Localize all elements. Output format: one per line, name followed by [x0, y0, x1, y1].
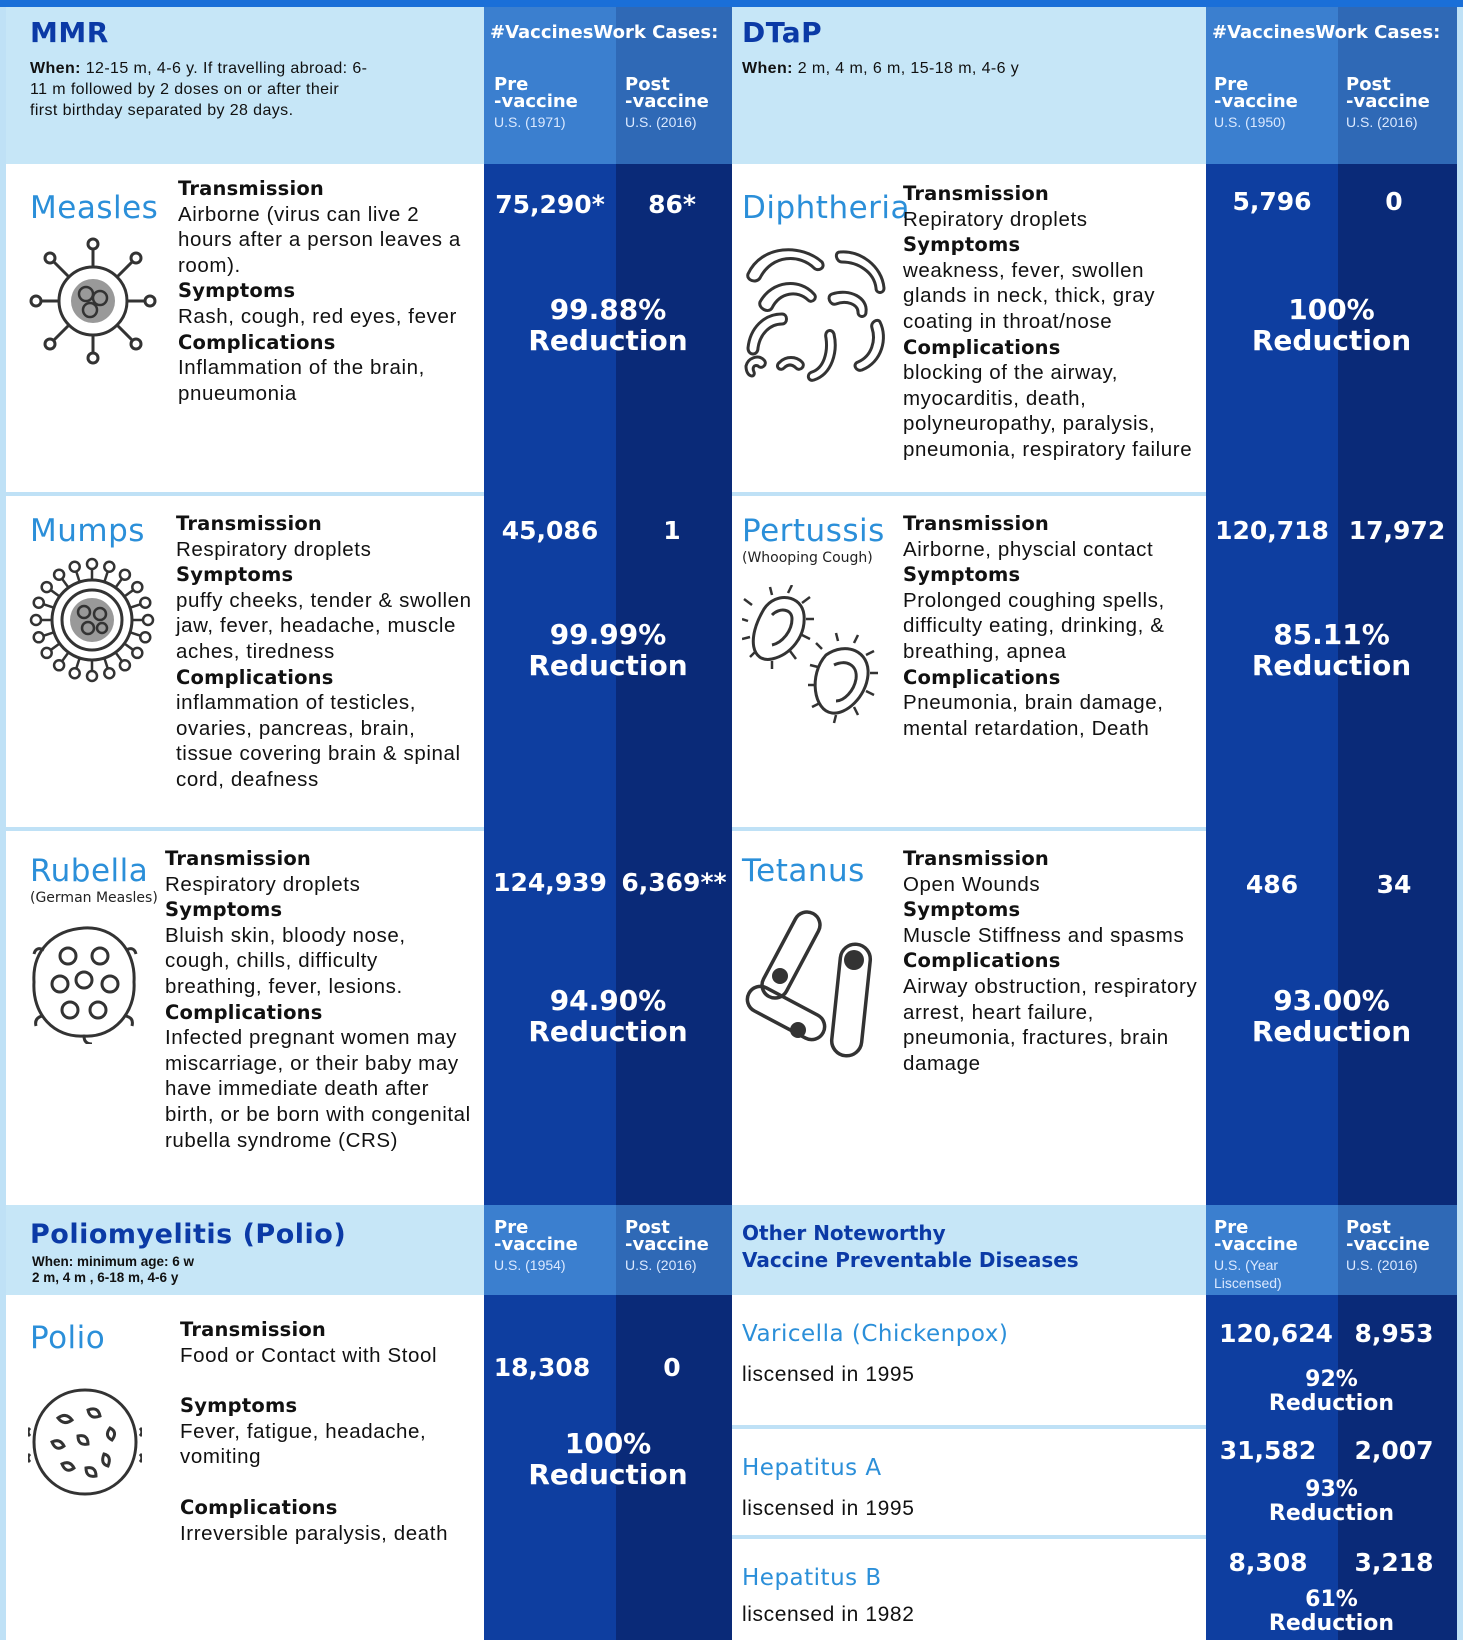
top-accent-bar: [0, 0, 1463, 7]
symptoms-heading: Symptoms: [178, 279, 296, 303]
left-border: [0, 7, 6, 1640]
mumps-spike-tip: [143, 615, 153, 625]
mumps-description: [176, 511, 476, 793]
varicella-name: Varicella (Chickenpox): [742, 1321, 1009, 1347]
other-post-header: [1346, 1219, 1430, 1274]
pre-year: U.S. (1971): [494, 114, 566, 130]
rubella-subname: (German Measles): [30, 890, 158, 906]
symptoms-text: puffy cheeks, tender & swollen jaw, fever, headache, muscle aches, tiredness: [176, 588, 472, 663]
complications-text: Pneumonia, brain damage, mental retardation, Death: [903, 691, 1164, 740]
mmr-pre-header: [494, 76, 578, 131]
tetanus-reduction: [1206, 985, 1457, 1047]
other-pre-header: [1214, 1219, 1334, 1292]
title-line: Vaccine Preventable Diseases: [742, 1248, 1079, 1272]
mumps-spike-tip: [70, 668, 80, 678]
transmission-text: Open Wounds: [903, 872, 1041, 896]
varicella-post-cases: 8,953: [1354, 1319, 1434, 1348]
transmission-text: Airborne (virus can live 2 hours after a person leaves a room).: [178, 202, 461, 277]
symptoms-heading: Symptoms: [903, 563, 1021, 587]
symptoms-text: weakness, fever, swollen glands in neck, thick, gray coating in throat/nose: [903, 258, 1156, 333]
reduction-value: 94.90%: [549, 984, 667, 1017]
when-label: When:: [742, 60, 793, 77]
hepb-pre-cases: 8,308: [1228, 1548, 1308, 1577]
varicella-licensed: liscensed in 1995: [742, 1363, 915, 1386]
hepa-post-cases: 2,007: [1354, 1436, 1434, 1465]
polio-pre-cases: 18,308: [493, 1353, 591, 1382]
when-text: 12-15 m, 4-6 y. If travelling abroad: 6-11 m followed by 2 doses on or after their first birthday separated by 28 days.: [30, 60, 368, 119]
cases-header: #VaccinesWork Cases:: [490, 22, 719, 43]
rubella-description: [165, 846, 475, 1153]
pre-label-2: -vaccine: [1214, 91, 1298, 112]
left-pre-column: [484, 7, 616, 1640]
mumps-spike-tip: [104, 562, 114, 572]
measles-virus-icon: [28, 236, 158, 366]
mumps-post-cases: 1: [663, 516, 681, 545]
complications-text: Irreversible paralysis, death: [180, 1521, 449, 1545]
reduction-value: 85.11%: [1273, 618, 1390, 651]
symptoms-text: Fever, fatigue, headache, vomiting: [180, 1419, 427, 1469]
hepb-post-cases: 3,218: [1354, 1548, 1434, 1577]
mumps-pre-cases: 45,086: [501, 516, 599, 545]
dtap-when: [742, 58, 1182, 79]
post-year: U.S. (2016): [1346, 114, 1418, 130]
post-year: U.S. (2016): [625, 1257, 697, 1273]
measles-pre-cases: 75,290*: [495, 190, 605, 219]
dtap-post-header: [1346, 76, 1430, 131]
symptoms-heading: Symptoms: [903, 898, 1021, 922]
when-label: When:: [30, 60, 81, 77]
post-label: Post: [1346, 74, 1391, 95]
reduction-label: Reduction: [528, 1015, 688, 1048]
post-label: Post: [1346, 1217, 1391, 1238]
reduction-value: 99.99%: [549, 618, 667, 651]
reduction-label: Reduction: [528, 649, 688, 682]
hepa-licensed: liscensed in 1995: [742, 1497, 915, 1520]
complications-heading: Complications: [903, 665, 1061, 689]
diphtheria-description: [903, 181, 1205, 463]
symptoms-heading: Symptoms: [176, 563, 294, 587]
reduction-label: Reduction: [1268, 1391, 1395, 1416]
pertussis-name: Pertussis: [742, 513, 885, 549]
transmission-text: Respiratory droplets: [176, 537, 372, 561]
diphtheria-reduction: [1206, 294, 1457, 356]
dtap-title: DTaP: [742, 16, 823, 49]
when-text: 2 m, 4 m, 6 m, 15-18 m, 4-6 y: [797, 60, 1020, 77]
pre-year: U.S. (1954): [494, 1257, 566, 1273]
mumps-spike-tip: [120, 660, 130, 670]
polio-when: [32, 1254, 194, 1286]
polio-section-title: Poliomyelitis (Polio): [30, 1219, 347, 1250]
mumps-spike-tip: [87, 559, 97, 569]
pertussis-description: [903, 511, 1203, 741]
post-label-2: -vaccine: [1346, 91, 1430, 112]
complications-heading: Complications: [176, 665, 334, 689]
pre-label-2: -vaccine: [1214, 1234, 1298, 1255]
mumps-spike-tip: [34, 598, 44, 608]
polio-reduction: [484, 1428, 732, 1490]
mumps-reduction: [484, 619, 732, 681]
varicella-reduction: [1206, 1368, 1457, 1416]
divider: [732, 827, 1206, 831]
pre-year: U.S. (1950): [1214, 114, 1286, 130]
post-label-2: -vaccine: [625, 91, 709, 112]
mumps-spike-tip: [104, 668, 114, 678]
mmr-when: [30, 58, 370, 121]
transmission-heading: Transmission: [903, 512, 1050, 535]
post-label-2: -vaccine: [1346, 1234, 1430, 1255]
mumps-spike-tip: [42, 582, 52, 592]
pre-label: Pre: [1214, 74, 1249, 95]
diphtheria-pre-cases: 5,796: [1232, 187, 1312, 216]
mumps-spike-tip: [31, 615, 41, 625]
diphtheria-bacteria-icon: [742, 238, 892, 388]
polio-post-header: [625, 1219, 709, 1274]
polio-post-cases: 0: [663, 1353, 681, 1382]
symptoms-heading: Symptoms: [165, 898, 283, 922]
reduction-label: Reduction: [528, 324, 688, 357]
hepa-pre-cases: 31,582: [1219, 1436, 1317, 1465]
complications-text: Airway obstruction, respiratory arrest, heart failure, pneumonia, fractures, brain damage: [903, 974, 1198, 1075]
post-year: U.S. (2016): [625, 114, 697, 130]
pertussis-bacteria-icon: [742, 585, 882, 725]
measles-name: Measles: [30, 190, 159, 226]
complications-text: inflammation of testicles, ovaries, pancreas, brain, tissue covering brain & spinal cord, deafness: [176, 691, 461, 791]
mumps-spike-tip: [42, 648, 52, 658]
mumps-spike-tip: [54, 570, 64, 580]
mumps-spike-tip: [132, 582, 142, 592]
reduction-label: Reduction: [1251, 1015, 1412, 1048]
rubella-virus-icon: [26, 920, 142, 1044]
pre-label-2: -vaccine: [494, 91, 578, 112]
rubella-name: Rubella: [30, 853, 149, 889]
mumps-spike-tip: [87, 671, 97, 681]
mumps-spike-tip: [70, 562, 80, 572]
divider: [6, 827, 484, 831]
divider: [732, 1535, 1206, 1539]
mumps-virus-icon: [28, 556, 156, 684]
reduction-value: 93%: [1305, 1477, 1358, 1502]
mumps-spike-tip: [54, 660, 64, 670]
mmr-post-header: [625, 76, 709, 131]
pertussis-subname: (Whooping Cough): [742, 550, 873, 566]
complications-heading: Complications: [903, 949, 1061, 973]
hepa-reduction: [1206, 1478, 1457, 1526]
mumps-spike-tip: [140, 598, 150, 608]
transmission-text: Repiratory droplets: [903, 207, 1088, 231]
complications-heading: Complications: [903, 335, 1061, 359]
complications-text: Inflammation of the brain, pnueumonia: [178, 356, 425, 405]
complications-heading: Complications: [180, 1495, 338, 1519]
varicella-pre-cases: 120,624: [1219, 1319, 1333, 1348]
reduction-label: Reduction: [528, 1458, 688, 1491]
cases-header: #VaccinesWork Cases:: [1212, 22, 1441, 43]
complications-text: blocking of the airway, myocarditis, death, polyneuropathy, paralysis, pneumonia, respiratory failure: [903, 361, 1193, 461]
pre-year: U.S. (Year Liscensed): [1214, 1257, 1282, 1291]
complications-heading: Complications: [178, 330, 336, 354]
mumps-name: Mumps: [30, 513, 145, 549]
transmission-heading: Transmission: [165, 847, 312, 870]
transmission-heading: Transmission: [176, 512, 323, 535]
hepb-name: Hepatitus B: [742, 1565, 882, 1591]
reduction-value: 100%: [564, 1427, 652, 1460]
rubella-post-cases: 6,369**: [621, 868, 727, 897]
title-line: Other Noteworthy: [742, 1221, 946, 1245]
symptoms-text: Rash, cough, red eyes, fever: [178, 304, 457, 328]
transmission-heading: Transmission: [903, 847, 1050, 870]
other-section-title: [742, 1220, 1079, 1274]
mmr-title: MMR: [30, 16, 109, 49]
polio-pre-header: [494, 1219, 578, 1274]
hepa-name: Hepatitus A: [742, 1455, 882, 1481]
transmission-text: Airborne, physcial contact: [903, 537, 1154, 561]
transmission-heading: Transmission: [180, 1318, 327, 1341]
pre-label: Pre: [494, 1217, 529, 1238]
divider: [732, 1425, 1206, 1429]
when-line: When: minimum age: 6 w: [32, 1254, 195, 1269]
dtap-pre-header: [1214, 76, 1298, 131]
reduction-value: 61%: [1305, 1587, 1358, 1612]
pre-label: Pre: [494, 74, 529, 95]
mumps-spike-tip: [120, 570, 130, 580]
tetanus-description: [903, 846, 1203, 1076]
mumps-spike-tip: [140, 632, 150, 642]
post-label-2: -vaccine: [625, 1234, 709, 1255]
diphtheria-post-cases: 0: [1385, 187, 1403, 216]
tetanus-pre-cases: 486: [1245, 870, 1299, 899]
divider: [732, 492, 1206, 496]
complications-heading: Complications: [165, 1000, 323, 1024]
symptoms-text: Bluish skin, bloody nose, cough, chills, difficulty breathing, fever, lesions.: [165, 923, 406, 998]
reduction-value: 93.00%: [1273, 984, 1390, 1017]
tetanus-bacteria-icon: [742, 902, 882, 1062]
polio-description: [180, 1317, 474, 1546]
pertussis-reduction: [1206, 619, 1457, 681]
polio-name: Polio: [30, 1320, 106, 1356]
transmission-text: Food or Contact with Stool: [180, 1343, 438, 1367]
reduction-value: 99.88%: [549, 293, 667, 326]
pertussis-post-cases: 17,972: [1348, 516, 1446, 545]
pre-label: Pre: [1214, 1217, 1249, 1238]
reduction-label: Reduction: [1268, 1611, 1395, 1636]
polio-virus-icon: [28, 1384, 142, 1500]
pertussis-pre-cases: 120,718: [1215, 516, 1329, 545]
transmission-text: Respiratory droplets: [165, 872, 361, 896]
hepb-reduction: [1206, 1588, 1457, 1636]
post-label: Post: [625, 74, 670, 95]
reduction-label: Reduction: [1251, 649, 1412, 682]
reduction-value: 92%: [1305, 1367, 1358, 1392]
diphtheria-name: Diphtheria: [742, 190, 911, 226]
post-label: Post: [625, 1217, 670, 1238]
symptoms-heading: Symptoms: [180, 1394, 298, 1418]
right-border: [1457, 7, 1463, 1640]
complications-text: Infected pregnant women may miscarriage, or their baby may have immediate death after birth, or be born with congenital rubella syndrome (CRS): [165, 1026, 471, 1152]
symptoms-text: Prolonged coughing spells, difficulty eating, drinking, & breathing, apnea: [903, 588, 1165, 663]
measles-description: [178, 176, 468, 406]
symptoms-heading: Symptoms: [903, 233, 1021, 257]
tetanus-post-cases: 34: [1376, 870, 1412, 899]
post-year: U.S. (2016): [1346, 1257, 1418, 1273]
mumps-spike-tip: [34, 632, 44, 642]
mumps-spike-tip: [132, 648, 142, 658]
reduction-label: Reduction: [1251, 324, 1412, 357]
symptoms-text: Muscle Stiffness and spasms: [903, 923, 1185, 947]
measles-reduction: [484, 294, 732, 356]
rubella-pre-cases: 124,939: [493, 868, 607, 897]
measles-post-cases: 86*: [648, 190, 696, 219]
left-post-column: [616, 7, 732, 1640]
transmission-heading: Transmission: [178, 177, 325, 200]
hepb-licensed: liscensed in 1982: [742, 1603, 915, 1626]
when-line: 2 m, 4 m , 6-18 m, 4-6 y: [32, 1270, 179, 1285]
reduction-label: Reduction: [1268, 1501, 1395, 1526]
divider: [6, 492, 484, 496]
tetanus-name: Tetanus: [742, 853, 865, 889]
transmission-heading: Transmission: [903, 182, 1050, 205]
reduction-value: 100%: [1288, 293, 1375, 326]
rubella-reduction: [484, 985, 732, 1047]
pre-label-2: -vaccine: [494, 1234, 578, 1255]
